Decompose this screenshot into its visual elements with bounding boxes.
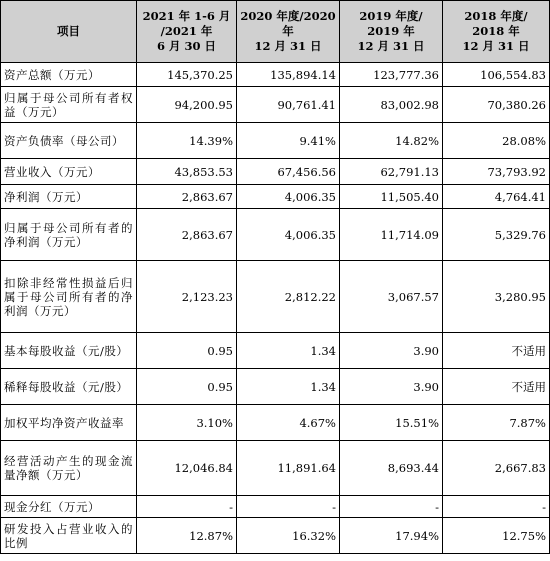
table-row xyxy=(1,405,550,441)
table-row xyxy=(1,87,550,123)
table-row xyxy=(1,209,550,261)
cell-value: 3,067.57 xyxy=(340,261,443,333)
row-label: 研发投入占营业收入的比例 xyxy=(1,518,137,554)
cell-value: 3.90 xyxy=(340,333,443,369)
cell-value: 2,812.22 xyxy=(237,261,340,333)
row-label: 营业收入（万元） xyxy=(1,159,137,185)
cell-value: 145,370.25 xyxy=(137,63,237,87)
cell-value: 62,791.13 xyxy=(340,159,443,185)
cell-value: 不适用 xyxy=(443,369,550,405)
cell-value: 3.90 xyxy=(340,369,443,405)
row-label: 基本每股收益（元/股） xyxy=(1,333,137,369)
cell-value: 0.95 xyxy=(137,333,237,369)
cell-value: 7.87% xyxy=(443,405,550,441)
header-2021-h1: 2021 年 1-6 月 /2021 年 6 月 30 日 xyxy=(137,1,237,63)
row-label: 扣除非经常性损益后归属于母公司所有者的净利润（万元） xyxy=(1,261,137,333)
cell-value: 9.41% xyxy=(237,123,340,159)
cell-value: 11,505.40 xyxy=(340,185,443,209)
cell-value: 1.34 xyxy=(237,333,340,369)
cell-value: 14.39% xyxy=(137,123,237,159)
header-2018: 2018 年度/ 2018 年 12 月 31 日 xyxy=(443,1,550,63)
table-row xyxy=(1,518,550,554)
cell-value: 2,863.67 xyxy=(137,185,237,209)
cell-value: 28.08% xyxy=(443,123,550,159)
cell-value: 123,777.36 xyxy=(340,63,443,87)
cell-value: 11,714.09 xyxy=(340,209,443,261)
cell-value: 83,002.98 xyxy=(340,87,443,123)
cell-value: 73,793.92 xyxy=(443,159,550,185)
cell-value: 2,123.23 xyxy=(137,261,237,333)
cell-value: 70,380.26 xyxy=(443,87,550,123)
cell-value: 16.32% xyxy=(237,518,340,554)
table-row xyxy=(1,333,550,369)
row-label: 现金分红（万元） xyxy=(1,496,137,518)
row-label: 归属于母公司所有者的净利润（万元） xyxy=(1,209,137,261)
cell-value: 3,280.95 xyxy=(443,261,550,333)
cell-value: 12,046.84 xyxy=(137,441,237,496)
cell-value: 12.87% xyxy=(137,518,237,554)
table-row xyxy=(1,261,550,333)
header-2019: 2019 年度/ 2019 年 12 月 31 日 xyxy=(340,1,443,63)
table-row xyxy=(1,63,550,87)
row-label: 稀释每股收益（元/股） xyxy=(1,369,137,405)
cell-value: 17.94% xyxy=(340,518,443,554)
cell-value: - xyxy=(237,496,340,518)
cell-value: 5,329.76 xyxy=(443,209,550,261)
cell-value: 2,863.67 xyxy=(137,209,237,261)
cell-value: 135,894.14 xyxy=(237,63,340,87)
cell-value: 不适用 xyxy=(443,333,550,369)
cell-value: 0.95 xyxy=(137,369,237,405)
cell-value: - xyxy=(137,496,237,518)
cell-value: 4,764.41 xyxy=(443,185,550,209)
cell-value: 106,554.83 xyxy=(443,63,550,87)
cell-value: 4,006.35 xyxy=(237,185,340,209)
cell-value: - xyxy=(443,496,550,518)
cell-value: 1.34 xyxy=(237,369,340,405)
table-row xyxy=(1,123,550,159)
row-label: 资产负债率（母公司） xyxy=(1,123,137,159)
row-label: 经营活动产生的现金流量净额（万元） xyxy=(1,441,137,496)
cell-value: 11,891.64 xyxy=(237,441,340,496)
cell-value: 14.82% xyxy=(340,123,443,159)
row-label: 净利润（万元） xyxy=(1,185,137,209)
cell-value: 2,667.83 xyxy=(443,441,550,496)
table-row xyxy=(1,185,550,209)
cell-value: 43,853.53 xyxy=(137,159,237,185)
row-label: 加权平均净资产收益率 xyxy=(1,405,137,441)
row-label: 资产总额（万元） xyxy=(1,63,137,87)
cell-value: 3.10% xyxy=(137,405,237,441)
cell-value: 67,456.56 xyxy=(237,159,340,185)
cell-value: - xyxy=(340,496,443,518)
cell-value: 4,006.35 xyxy=(237,209,340,261)
table-row xyxy=(1,369,550,405)
row-label: 归属于母公司所有者权益（万元） xyxy=(1,87,137,123)
header-2020: 2020 年度/2020 年 12 月 31 日 xyxy=(237,1,340,63)
cell-value: 12.75% xyxy=(443,518,550,554)
table-row xyxy=(1,441,550,496)
table-row xyxy=(1,159,550,185)
cell-value: 94,200.95 xyxy=(137,87,237,123)
table-row xyxy=(1,496,550,518)
cell-value: 15.51% xyxy=(340,405,443,441)
cell-value: 4.67% xyxy=(237,405,340,441)
header-item: 项目 xyxy=(1,1,137,63)
cell-value: 8,693.44 xyxy=(340,441,443,496)
cell-value: 90,761.41 xyxy=(237,87,340,123)
table-header-row xyxy=(1,1,550,63)
